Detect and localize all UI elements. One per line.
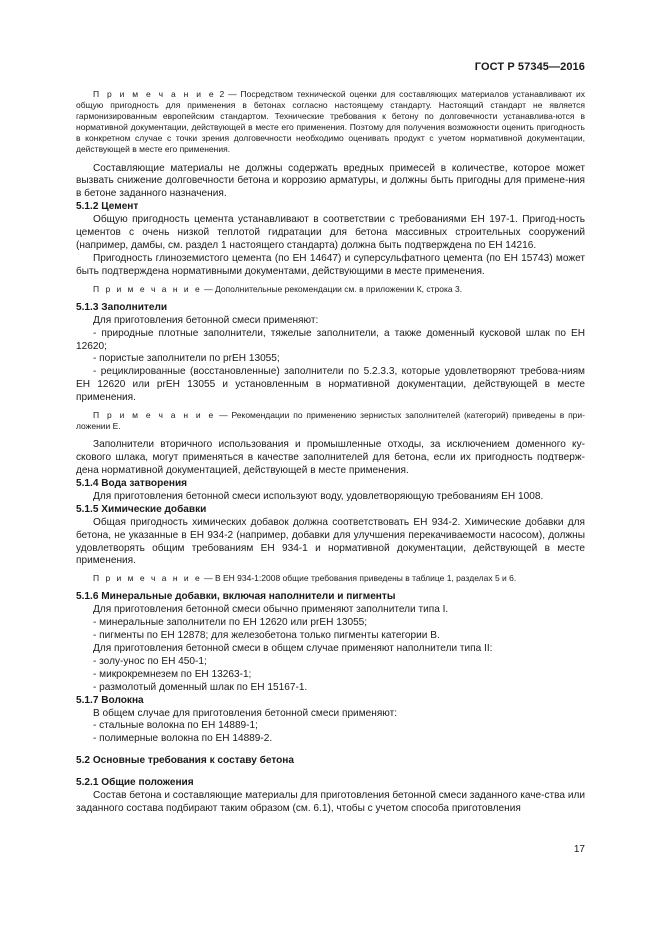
note-label: П р и м е ч а н и е — [93, 283, 202, 294]
note-label: П р и м е ч а н и е — [93, 573, 202, 584]
paragraph-harmful-impurities: Составляющие материалы не должны содержать вредных примесей в количестве, которое может вызвать снижение долговечности бетона и коррозию арматуры, и должны быть пригодны для примене-ния в бетоне заданного назначения. — [76, 162, 585, 200]
section-heading-5-2-1: 5.2.1 Общие положения — [76, 777, 194, 789]
note-text: — Рекомендации по применению зернистых заполнителей (категорий) приведены в при-ложении Е. — [76, 410, 585, 432]
document-header: ГОСТ Р 57345—2016 — [474, 61, 585, 73]
note-aggregates — [76, 410, 585, 432]
document-body — [76, 89, 585, 816]
section-heading-5-1-7: 5.1.7 Волокна — [76, 694, 144, 706]
section-heading-5-1-4: 5.1.4 Вода затворения — [76, 477, 188, 489]
list-item: - рециклированные (восстановленные) заполнители по 5.2.3.3, которые удовлетворяют требова-ниям ЕН 12620 или prЕН 13055 и установленным в нормативной документации, действующей в месте применения. — [76, 366, 585, 404]
paragraph-composition-general: Состав бетона и составляющие материалы для приготовления бетонной смеси заданного каче-ства или заданного состава подбирают таким образом (см. 6.1), чтобы с учетом способа приготовления — [76, 790, 585, 814]
note-2 — [76, 89, 585, 156]
note-admixtures — [76, 573, 585, 584]
list-item: - золу-унос по ЕН 450-1; — [93, 655, 207, 667]
list-item: - микрокремнезем по ЕН 13263-1; — [93, 668, 252, 680]
page-number: 17 — [573, 844, 585, 855]
note-cement — [76, 284, 585, 295]
note-text: — В ЕН 934-1:2008 общие требования приведены в таблице 1, разделах 5 и 6. — [201, 573, 517, 584]
note-text: — Дополнительные рекомендации см. в приложении К, строка 3. — [201, 283, 463, 294]
paragraph-aggregates-intro: Для приготовления бетонной смеси применяют: — [93, 314, 319, 326]
paragraph-secondary-aggregates: Заполнители вторичного использования и промышленные отходы, за исключением доменного ку-скового шлака, могут применяться в качестве заполнителей для бетона, если их пригодность подтверж-дена нормативной документацией, действующей в месте применения. — [76, 439, 585, 477]
list-item: - размолотый доменный шлак по ЕН 15167-1. — [93, 681, 308, 693]
list-item: - полимерные волокна по ЕН 14889-2. — [93, 733, 273, 745]
section-heading-5-2: 5.2 Основные требования к составу бетона — [76, 755, 295, 767]
note-label: П р и м е ч а н и е — [93, 410, 216, 421]
note-text: 2 — Посредством технической оценки для составляющих материалов устанавливают их общую пригодность для применения в бетонах согласно настоящему стандарту. Настоящий стандарт не является гармонизированным европейским стандартом. Технические требования к бетону по долговечности устанавлива-ются в нормативной документации, действующей в месте его применения. Поэтому для получения возможности оценить пригодность в конкретном случае с точки зрения долговечности необходимо оценивать продукт с учетом нормативной документации, действующей в месте его применения. — [76, 89, 585, 155]
list-item: - стальные волокна по ЕН 14889-1; — [93, 720, 258, 732]
list-item: - пигменты по ЕН 12878; для железобетона только пигменты категории В. — [93, 630, 440, 642]
list-item: - минеральные заполнители по ЕН 12620 или prЕН 13055; — [93, 617, 368, 629]
section-heading-5-1-5: 5.1.5 Химические добавки — [76, 503, 207, 515]
paragraph-additions-type2: Для приготовления бетонной смеси в общем случае применяют наполнители типа II: — [93, 643, 493, 655]
paragraph-admixtures: Общая пригодность химических добавок должна соответствовать ЕН 934-2. Химические добавки для бетона, не указанные в ЕН 934-2 (например, добавки для улучшения перекачиваемости насосом), должны удовлетворять общим требованиям ЕН 934-1 и нормативной документации, действующей в месте применения. — [76, 516, 585, 567]
list-item: - пористые заполнители по prЕН 13055; — [93, 353, 280, 365]
section-heading-5-1-3: 5.1.3 Заполнители — [76, 301, 168, 313]
paragraph-cement-special: Пригодность глиноземистого цемента (по ЕН 14647) и суперсульфатного цемента (по ЕН 15743) может быть подтверждена нормативными документами, действующими в месте применения. — [76, 252, 585, 277]
paragraph-fibres-intro: В общем случае для приготовления бетонной смеси применяют: — [93, 707, 398, 719]
paragraph-water: Для приготовления бетонной смеси используют воду, удовлетворяющую требованиям ЕН 1008. — [93, 490, 544, 502]
paragraph-additions-intro: Для приготовления бетонной смеси обычно применяют заполнители типа I. — [93, 604, 449, 616]
note-label: П р и м е ч а н и е — [93, 89, 216, 99]
paragraph-cement-general: Общую пригодность цемента устанавливают в соответствии с требованиями ЕН 197-1. Пригод-ность цементов с очень низкой теплотой гидратации для бетона массивных строительных сооружений (например, дамбы, см. раздел 1 настоящего стандарта) должна быть подтверждена по ЕН 14216. — [76, 214, 585, 251]
section-heading-5-1-2: 5.1.2 Цемент — [76, 201, 139, 213]
list-item: - природные плотные заполнители, тяжелые заполнители, а также доменный кусковой шлак по ЕН 12620; — [76, 327, 585, 352]
section-heading-5-1-6: 5.1.6 Минеральные добавки, включая наполнители и пигменты — [76, 591, 396, 603]
